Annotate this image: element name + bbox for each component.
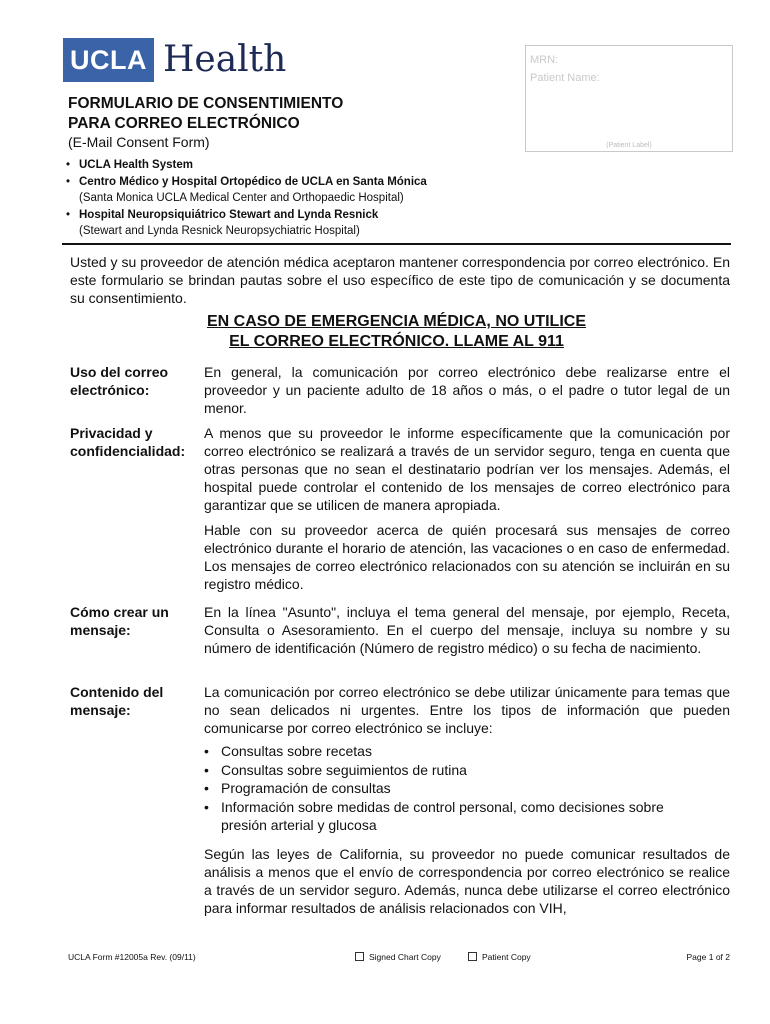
list-item-text: Programación de consultas <box>221 780 391 796</box>
signed-chart-copy-label: Signed Chart Copy <box>369 952 441 962</box>
section-body-privacidad-2: Hable con su proveedor acerca de quién procesará sus mensajes de correo electrónico durante el horario de atención, las vacaciones o en caso de enfermedad. Los mensajes de correo electrónico relacionados con su atención se incluirán en su registro médico. <box>204 522 730 592</box>
intro-paragraph: Usted y su proveedor de atención médica aceptaron mantener correspondencia por correo electrónico. En este formulario se brindan pautas sobre el uso específico de este tipo de comunicación y se documenta su consentimiento. <box>70 254 730 306</box>
form-title <box>68 94 343 134</box>
form-title-line-1: FORMULARIO DE CONSENTIMIENTO <box>68 95 344 112</box>
list-item <box>66 157 427 174</box>
list-item <box>204 742 730 761</box>
emergency-warning <box>62 312 731 352</box>
section-body-privacidad-1: A menos que su proveedor le informe específicamente que la comunicación por correo electrónico se realizará a través de un servidor seguro, tenga en cuenta que otras personas que no sean el destinatario podrían ver los mensajes. Además, el hospital puede controlar el contenido de los mensajes de correo electrónico para garantizar que se utilicen de manera apropiada. <box>204 425 730 513</box>
bullet-icon: • <box>204 743 209 759</box>
bullet-icon: • <box>66 208 71 221</box>
form-subtitle: (E-Mail Consent Form) <box>68 134 210 150</box>
section-label-line: Uso del correo <box>70 364 169 380</box>
ucla-health-logo <box>63 38 286 82</box>
section-label-privacidad <box>70 424 204 460</box>
list-item <box>204 798 696 835</box>
section-label-line: Privacidad y <box>70 425 153 441</box>
system-name: UCLA Health System <box>79 159 193 171</box>
list-item <box>66 207 427 240</box>
form-number: UCLA Form #12005a Rev. (09/11) <box>68 952 196 962</box>
section-label-line: Cómo crear un <box>70 604 169 620</box>
header-divider <box>62 243 731 245</box>
list-item <box>204 761 730 780</box>
info-types-list <box>204 742 730 835</box>
patient-copy <box>468 952 531 962</box>
patient-label-caption: (Patient Label) <box>606 142 652 149</box>
system-name: Hospital Neuropsiquiátrico Stewart and Lynda Resnick <box>79 208 379 221</box>
section-label-line: electrónico: <box>70 382 150 398</box>
checkbox-icon <box>468 952 477 961</box>
checkbox-icon <box>355 952 364 961</box>
section-label-contenido <box>70 683 204 719</box>
system-note: (Stewart and Lynda Resnick Neuropsychiatric Hospital) <box>79 225 360 238</box>
bullet-icon: • <box>204 780 209 796</box>
patient-name-label: Patient Name: <box>530 72 600 84</box>
list-item-text: Consultas sobre seguimientos de rutina <box>221 761 467 778</box>
section-label-line: confidencialidad: <box>70 443 186 459</box>
form-title-line-2: PARA CORREO ELECTRÓNICO <box>68 115 300 132</box>
bullet-icon: • <box>204 761 209 778</box>
mrn-label: MRN: <box>530 54 559 66</box>
section-body-contenido-2: Según las leyes de California, su proveedor no puede comunicar resultados de análisis a menos que el envío de correspondencia por correo electrónico se realice a través de un servidor seguro. Además, nunca debe utilizarse el correo electrónico para informar resultados de análisis relacionados con VIH, <box>204 846 730 916</box>
section-body-crear: En la línea "Asunto", incluya el tema general del mensaje, por ejemplo, Receta, Consulta o Asesoramiento. En el cuerpo del mensaje, incluya su nombre y su número de identificación (Número de registro médico) o su fecha de nacimiento. <box>204 604 730 656</box>
section-label-crear <box>70 603 204 639</box>
system-note: (Santa Monica UCLA Medical Center and Orthopaedic Hospital) <box>79 192 404 205</box>
section-body-contenido: La comunicación por correo electrónico se debe utilizar únicamente para temas que no sean delicados ni urgentes. Entre los tipos de información que pueden comunicarse por correo electrónico se incluye: <box>204 684 730 736</box>
logo-wordmark: Health <box>163 39 287 80</box>
hospital-system-list <box>66 157 427 240</box>
logo-box: UCLA <box>63 38 154 82</box>
list-item <box>204 779 730 798</box>
list-item <box>66 174 427 207</box>
section-label-uso <box>70 363 204 399</box>
section-label-line: mensaje: <box>70 702 131 718</box>
list-item-text: Consultas sobre recetas <box>221 743 372 759</box>
section-label-line: mensaje: <box>70 622 131 638</box>
page-number: Page 1 of 2 <box>686 952 730 962</box>
list-item-text: Información sobre medidas de control personal, como decisiones sobre presión arterial y glucosa <box>221 798 664 833</box>
emergency-line-2: EL CORREO ELECTRÓNICO. LLAME AL 911 <box>229 333 564 350</box>
system-name: Centro Médico y Hospital Ortopédico de UCLA en Santa Mónica <box>79 175 427 188</box>
bullet-icon: • <box>66 175 71 188</box>
bullet-icon: • <box>204 798 209 815</box>
patient-label-box <box>525 45 733 152</box>
bullet-icon: • <box>66 159 71 171</box>
signed-chart-copy <box>355 952 441 962</box>
emergency-line-1: EN CASO DE EMERGENCIA MÉDICA, NO UTILICE <box>207 313 586 330</box>
section-body-uso: En general, la comunicación por correo electrónico debe realizarse entre el proveedor y un paciente adulto de 18 años o más, o el padre o tutor legal de un menor. <box>204 364 730 416</box>
patient-copy-label: Patient Copy <box>482 952 531 962</box>
section-label-line: Contenido del <box>70 684 164 700</box>
